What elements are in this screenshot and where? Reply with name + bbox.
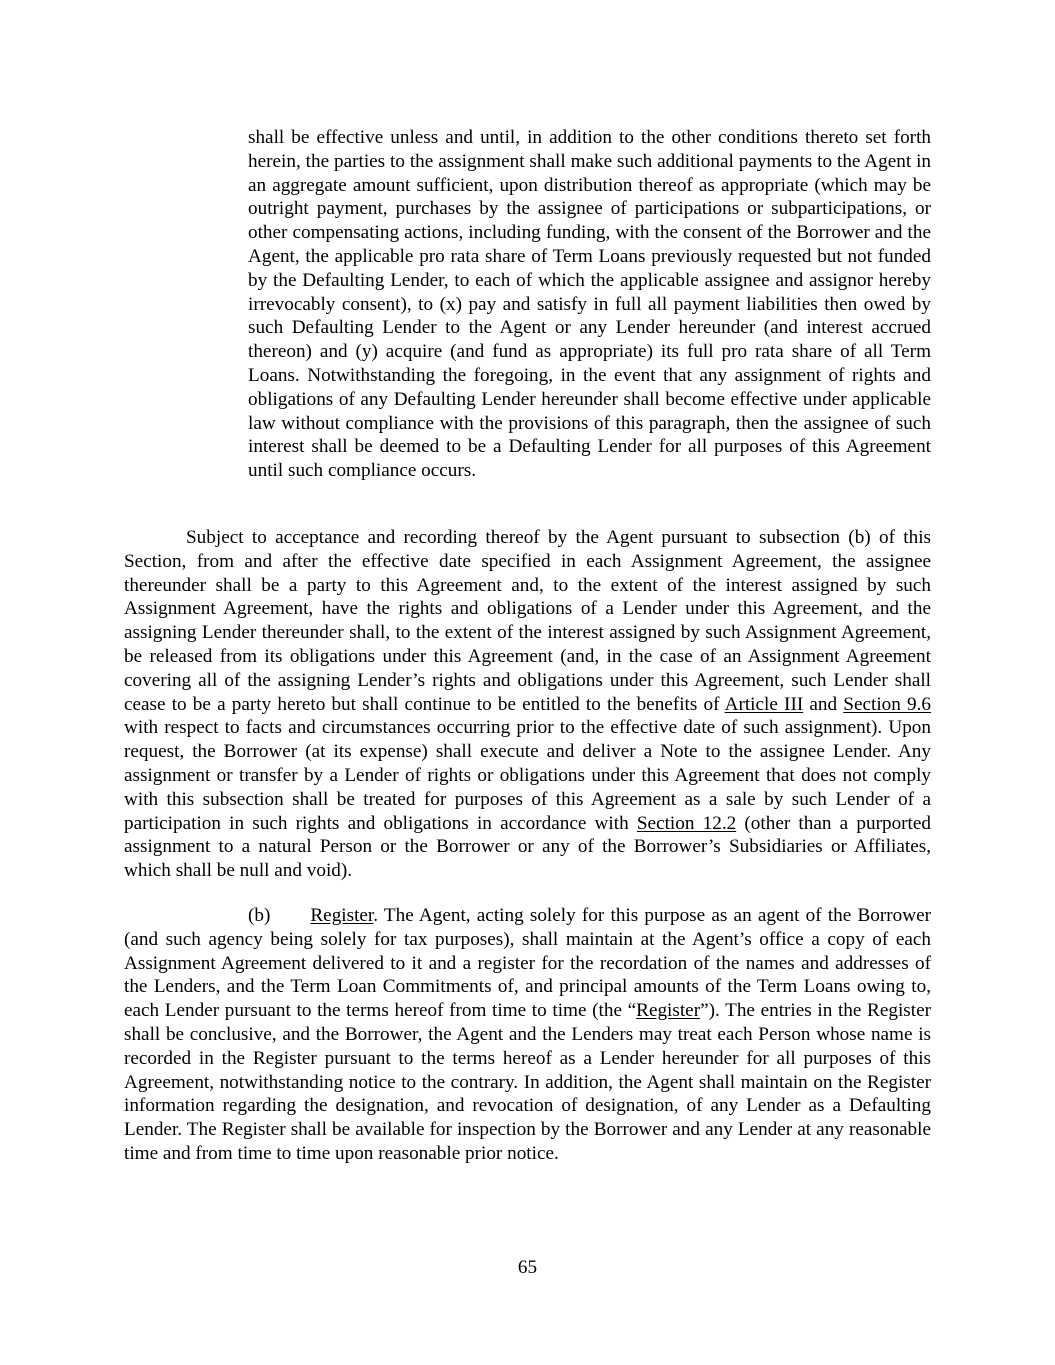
- paragraph-text: Subject to acceptance and recording thereof by the Agent pursuant to subsection (b) of this Section, from and after the effective date specified in each Assignment Agreement, the assignee thereunder shall be a party to this Agreement and, to the extent of the interest assigned by such Assignment Agreement, have the rights and obligations of a Lender under this Agreement, and the assigning Lender thereunder shall, to the extent of the interest assigned by such Assignment Agreement, be released from its obligations under this Agreement (and, in the case of an Assignment Agreement covering all of the assigning Lender’s rights and obligations under this Agreement, such Lender shall cease to be a party hereto but shall continue to be entitled to the benefits of: [124, 527, 931, 715]
- section-12-2-reference: Section 12.2: [636, 812, 737, 834]
- subsection-label: (b): [248, 905, 271, 926]
- paragraph-text: . The Agent, acting solely for this purpose as an agent of the Borrower (and such agency being solely for tax purposes), shall maintain at the Agent’s office a copy of each Assignment Agreement delivered to it and a register for the recordation of the names and addresses of the Lenders, and the Term Loan Commitments of, and principal amounts of the Term Loans owing to, each Lender pursuant to the terms hereof from time to time (the “: [124, 905, 931, 1022]
- register-paragraph: [124, 904, 931, 1166]
- paragraph-text: ”). The entries in the Register shall be conclusive, and the Borrower, the Agent and the Lenders may treat each Person whose name is recorded in the Register pursuant to the terms hereof as a Lender hereunder for all purposes of this Agreement, notwithstanding notice to the contrary. In addition, the Agent shall maintain on the Register information regarding the designation, and revocation of designation, of any Lender as a Defaulting Lender. The Register shall be available for inspection by the Borrower and any Lender at any reasonable time and from time to time upon reasonable prior notice.: [124, 1000, 931, 1164]
- section-9-6-reference: Section 9.6: [843, 693, 931, 715]
- register-heading: Register: [310, 905, 374, 926]
- assignment-effect-paragraph: [124, 526, 931, 883]
- paragraph-text: (other than a purported assignment to a natural Person or the Borrower or any of the Borrower’s Subsidiaries or Affiliates, which shall be null and void).: [124, 812, 931, 882]
- article-iii-reference: Article III: [724, 693, 804, 715]
- continuation-paragraph: shall be effective unless and until, in addition to the other conditions thereto set forth herein, the parties to the assignment shall make such additional payments to the Agent in an aggregate amount sufficient, upon distribution thereof as appropriate (which may be outright payment, purchases by the assignee of participations or subparticipations, or other compensating actions, including funding, with the consent of the Borrower and the Agent, the applicable pro rata share of Term Loans previously requested but not funded by the Defaulting Lender, to each of which the applicable assignee and assignor hereby irrevocably consent), to (x) pay and satisfy in full all payment liabilities then owed by such Defaulting Lender to the Agent or any Lender hereunder (and interest accrued thereon) and (y) acquire (and fund as appropriate) its full pro rata share of all Term Loans. Notwithstanding the foregoing, in the event that any assignment of rights and obligations of any Defaulting Lender hereunder shall become effective under applicable law without compliance with the provisions of this paragraph, then the assignee of such interest shall be deemed to be a Defaulting Lender for all purposes of this Agreement until such compliance occurs.: [248, 127, 931, 482]
- page-number: 65: [517, 1257, 538, 1278]
- paragraph-text: and: [803, 693, 844, 715]
- register-defined-term: Register: [636, 1000, 701, 1022]
- paragraph-text: with respect to facts and circumstances occurring prior to the effective date of such assignment). Upon request, the Borrower (at its expense) shall execute and deliver a Note to the assignee Lender. Any assignment or transfer by a Lender of rights or obligations under this Agreement that does not comply with this subsection shall be treated for purposes of this Agreement as a sale by such Lender of a participation in such rights and obligations in accordance with: [124, 717, 931, 834]
